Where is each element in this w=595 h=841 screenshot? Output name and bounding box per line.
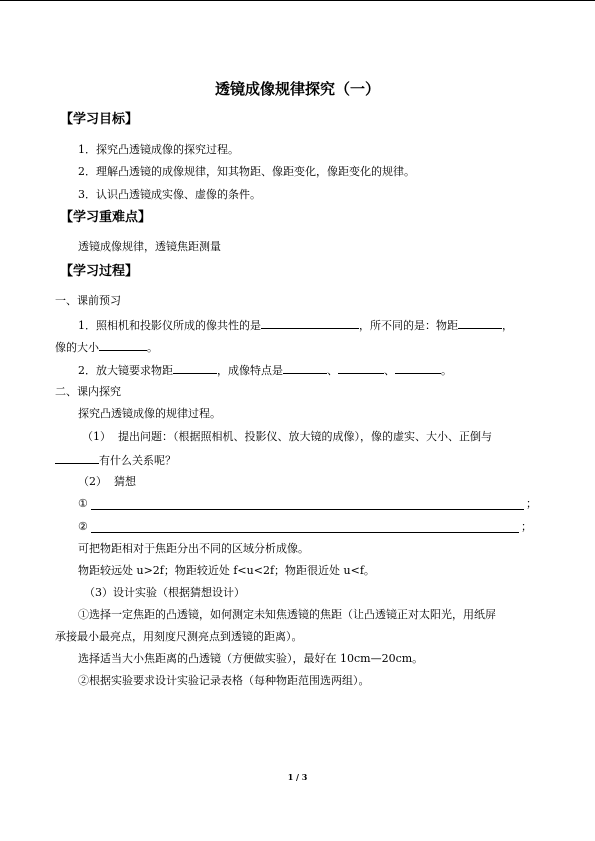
key-points-heading: 【学习重难点】 xyxy=(60,210,152,225)
answer-blank[interactable] xyxy=(99,339,147,351)
answer-blank[interactable] xyxy=(261,317,359,329)
question-2-text: 2．放大镜要求物距 xyxy=(78,364,173,377)
step-1-text: 有什么关系呢？ xyxy=(99,454,176,467)
page-title: 透镜成像规律探究（一） xyxy=(214,80,380,98)
question-2-text: 。 xyxy=(441,364,452,377)
question-1-line xyxy=(78,317,513,333)
answer-blank[interactable] xyxy=(338,362,384,374)
question-1-line xyxy=(55,339,158,355)
design-1-text: ①选择一定焦距的凸透镜，如何测定未知焦透镜的焦距（让凸透镜正对太阳光，用纸屏 xyxy=(78,608,496,621)
step-1-line xyxy=(55,452,176,468)
page-top-rule xyxy=(0,0,595,1)
answer-blank[interactable] xyxy=(395,362,441,374)
zone-description: 可把物距相对于焦距分出不同的区域分析成像。 xyxy=(78,542,309,555)
answer-blank[interactable] xyxy=(283,362,327,374)
question-1-text: ， xyxy=(502,319,513,332)
question-2-line xyxy=(78,362,452,378)
design-3-text: ②根据实验要求设计实验记录表格（每种物距范围选两组）。 xyxy=(78,674,370,687)
question-2-text: 、 xyxy=(384,364,395,377)
objectives-heading: 【学习目标】 xyxy=(60,112,139,127)
guess-2-semicolon: ； xyxy=(521,520,532,533)
step-2-label: （2） 猜想 xyxy=(78,475,136,488)
guess-2-answer-line[interactable] xyxy=(91,532,519,533)
process-heading: 【学习过程】 xyxy=(60,264,139,279)
question-1-text: 1．照相机和投影仪所成的像共性的是 xyxy=(78,319,261,332)
question-1-text: 像的大小 xyxy=(55,341,99,354)
guess-1-semicolon: ； xyxy=(526,497,537,510)
objective-item: 1．探究凸透镜成像的探究过程。 xyxy=(78,143,239,156)
guess-1-answer-line[interactable] xyxy=(91,509,524,510)
design-1-continuation: 承接最小最亮点，用刻度尺测亮点到透镜的距离）。 xyxy=(55,630,303,643)
step-3-label: （3）设计实验（根据猜想设计） xyxy=(84,586,245,599)
question-2-text: 、 xyxy=(327,364,338,377)
design-2-text: 选择适当大小焦距离的凸透镜（方便做实验），最好在 10cm—20cm。 xyxy=(78,652,424,665)
key-points-text: 透镜成像规律，透镜焦距测量 xyxy=(78,240,221,253)
answer-blank[interactable] xyxy=(173,362,217,374)
guess-2-marker: ② xyxy=(78,520,88,533)
question-1-text: ，所不同的是：物距 xyxy=(359,319,458,332)
zone-conditions: 物距较远处 u>2f；物距较近处 f<u<2f；物距很近处 u<f。 xyxy=(78,564,375,577)
objective-item: 2．理解凸透镜的成像规律，知其物距、像距变化，像距变化的规律。 xyxy=(78,165,415,178)
page-number: 1 / 3 xyxy=(287,772,308,782)
answer-blank[interactable] xyxy=(55,452,99,464)
preview-label: 一、课前预习 xyxy=(55,294,121,307)
objective-item: 3．认识凸透镜成实像、虚像的条件。 xyxy=(78,188,261,201)
inquiry-label: 二、课内探究 xyxy=(55,385,121,398)
answer-blank[interactable] xyxy=(458,317,502,329)
guess-1-marker: ① xyxy=(78,497,88,510)
question-2-text: ，成像特点是 xyxy=(217,364,283,377)
question-1-text: 。 xyxy=(147,341,158,354)
inquiry-intro: 探究凸透镜成像的规律过程。 xyxy=(78,407,221,420)
step-1-question: （1） 提出问题：（根据照相机、投影仪、放大镜的成像），像的虚实、大小、正倒与 xyxy=(82,430,492,443)
